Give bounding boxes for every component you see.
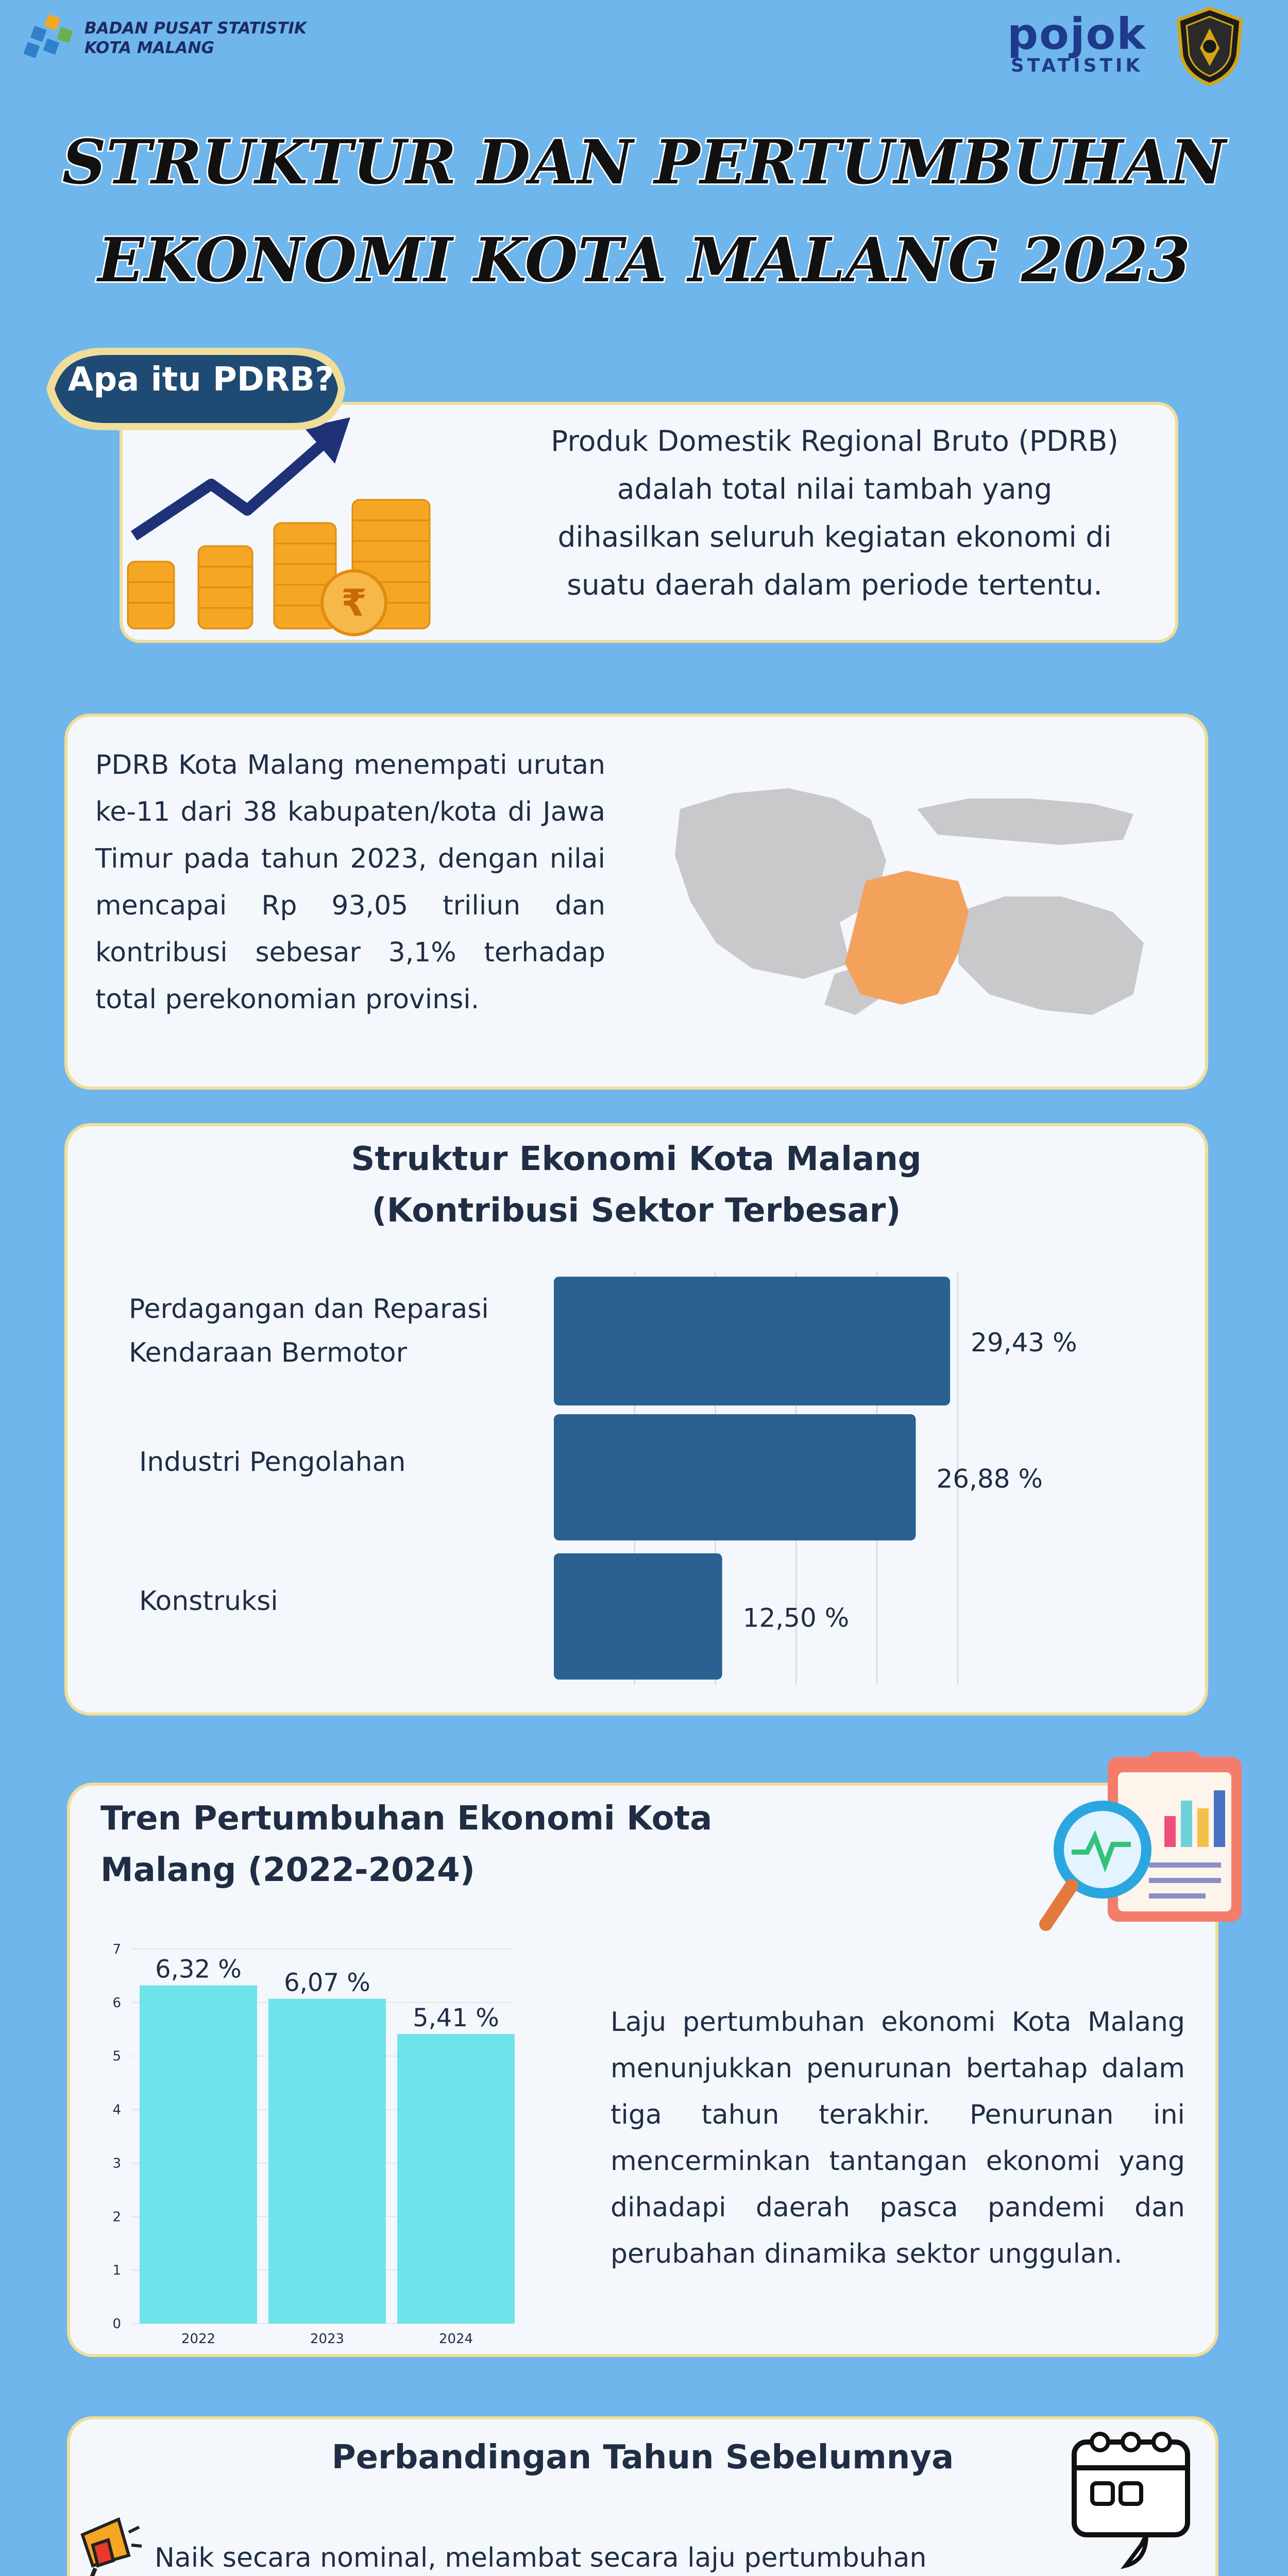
y-tick-label: 4 xyxy=(112,2102,121,2118)
pdrb-line3: dihasilkan seluruh kegiatan ekonomi di xyxy=(557,520,1112,553)
bar-value-label: 29,43 % xyxy=(971,1328,1077,1358)
trend-title-line2: Malang (2022-2024) xyxy=(100,1851,475,1889)
y-tick-label: 2 xyxy=(112,2209,121,2225)
category-label: Kendaraan Bermotor xyxy=(129,1337,408,1368)
bps-logo xyxy=(21,11,78,69)
category-label: Industri Pengolahan xyxy=(139,1447,406,1478)
trend-bar-chart xyxy=(95,1927,528,2349)
coin-symbol: ₹ xyxy=(341,581,367,624)
category-label: Perdagangan dan Reparasi xyxy=(129,1294,489,1325)
structure-title-line1: Struktur Ekonomi Kota Malang xyxy=(351,1140,922,1178)
alert-megaphone-icon xyxy=(72,2514,144,2576)
page-title xyxy=(0,113,1288,309)
y-tick-label: 0 xyxy=(112,2316,121,2332)
x-tick-label: 2022 xyxy=(181,2331,216,2347)
bar-value-label: 26,88 % xyxy=(936,1464,1043,1494)
y-tick-label: 6 xyxy=(112,1995,121,2011)
x-tick-label: 2024 xyxy=(438,2331,473,2347)
org-line2: KOTA MALANG xyxy=(84,39,214,57)
city-emblem-icon xyxy=(1168,5,1251,88)
map-region-malang xyxy=(845,871,969,1005)
y-tick-label: 5 xyxy=(112,2048,121,2064)
bar-konstruksi xyxy=(554,1553,722,1680)
category-label: Konstruksi xyxy=(139,1586,278,1617)
structure-title-line2: (Kontribusi Sektor Terbesar) xyxy=(371,1192,901,1230)
x-tick-label: 2023 xyxy=(310,2331,345,2347)
trend-title-line1: Tren Pertumbuhan Ekonomi Kota xyxy=(100,1800,713,1838)
pdrb-line4: suatu daerah dalam periode tertentu. xyxy=(567,568,1103,601)
bar-2024 xyxy=(397,2034,515,2324)
bar-value-label: 12,50 % xyxy=(742,1603,850,1633)
map-region-east xyxy=(958,896,1144,1015)
title-line1: STRUKTUR DAN PERTUMBUHAN xyxy=(62,126,1226,198)
pojok-statistik-logo xyxy=(1007,9,1147,76)
bar-industri-pengolahan xyxy=(554,1414,916,1540)
title-line2: EKONOMI KOTA MALANG 2023 xyxy=(97,224,1191,296)
ranking-text: PDRB Kota Malang menempati urutan ke-11 dari 38 kabupaten/kota di Jawa Timur pada tahun 2023, dengan nilai mencapai Rp 93,05 triliun dan kontribusi sebesar 3,1% terhadap total perekonomian provinsi. xyxy=(95,750,605,1015)
trend-title xyxy=(100,1793,770,1896)
structure-bar-chart xyxy=(103,1257,1185,1690)
map-region-north xyxy=(917,799,1133,845)
east-java-map xyxy=(670,778,1149,1041)
pdrb-definition-text xyxy=(515,417,1154,609)
pojok-bottom: STATISTIK xyxy=(1010,55,1143,76)
bar-value-label: 6,32 % xyxy=(155,1955,242,1984)
org-line1: BADAN PUSAT STATISTIK xyxy=(84,19,307,38)
bar-2022 xyxy=(140,1986,257,2324)
pdrb-line1: Produk Domestik Regional Bruto (PDRB) xyxy=(551,425,1118,457)
structure-title xyxy=(64,1133,1208,1236)
pdrb-badge-label: Apa itu PDRB? xyxy=(67,361,334,399)
bar-value-label: 6,07 % xyxy=(284,1968,370,1997)
clipboard-analysis-icon xyxy=(1036,1741,1252,1958)
pojok-top: pojok xyxy=(1007,9,1147,59)
trend-text: Laju pertumbuhan ekonomi Kota Malang menunjukkan penurunan bertahap dalam tiga tahun terakhir. Penurunan ini mencerminkan tantangan ekonomi yang dihadapi daerah pasca pandemi dan perubahan dinamika sektor unggulan. xyxy=(611,2007,1185,2269)
org-name xyxy=(84,19,307,58)
bar-value-label: 5,41 % xyxy=(413,2004,499,2033)
y-tick-label: 1 xyxy=(112,2263,121,2279)
y-tick-label: 3 xyxy=(112,2156,121,2172)
pdrb-line2: adalah total nilai tambah yang xyxy=(617,472,1053,505)
y-tick-label: 7 xyxy=(112,1942,121,1957)
bar-perdagangan-dan-reparasi-kendaraan-bermotor xyxy=(554,1277,950,1405)
bar-2023 xyxy=(268,1999,386,2324)
comparison-title: Perbandingan Tahun Sebelumnya xyxy=(331,2438,954,2477)
calendar-icon xyxy=(1064,2416,1198,2571)
comparison-summary: Naik secara nominal, melambat secara laju pertumbuhan xyxy=(155,2543,927,2573)
